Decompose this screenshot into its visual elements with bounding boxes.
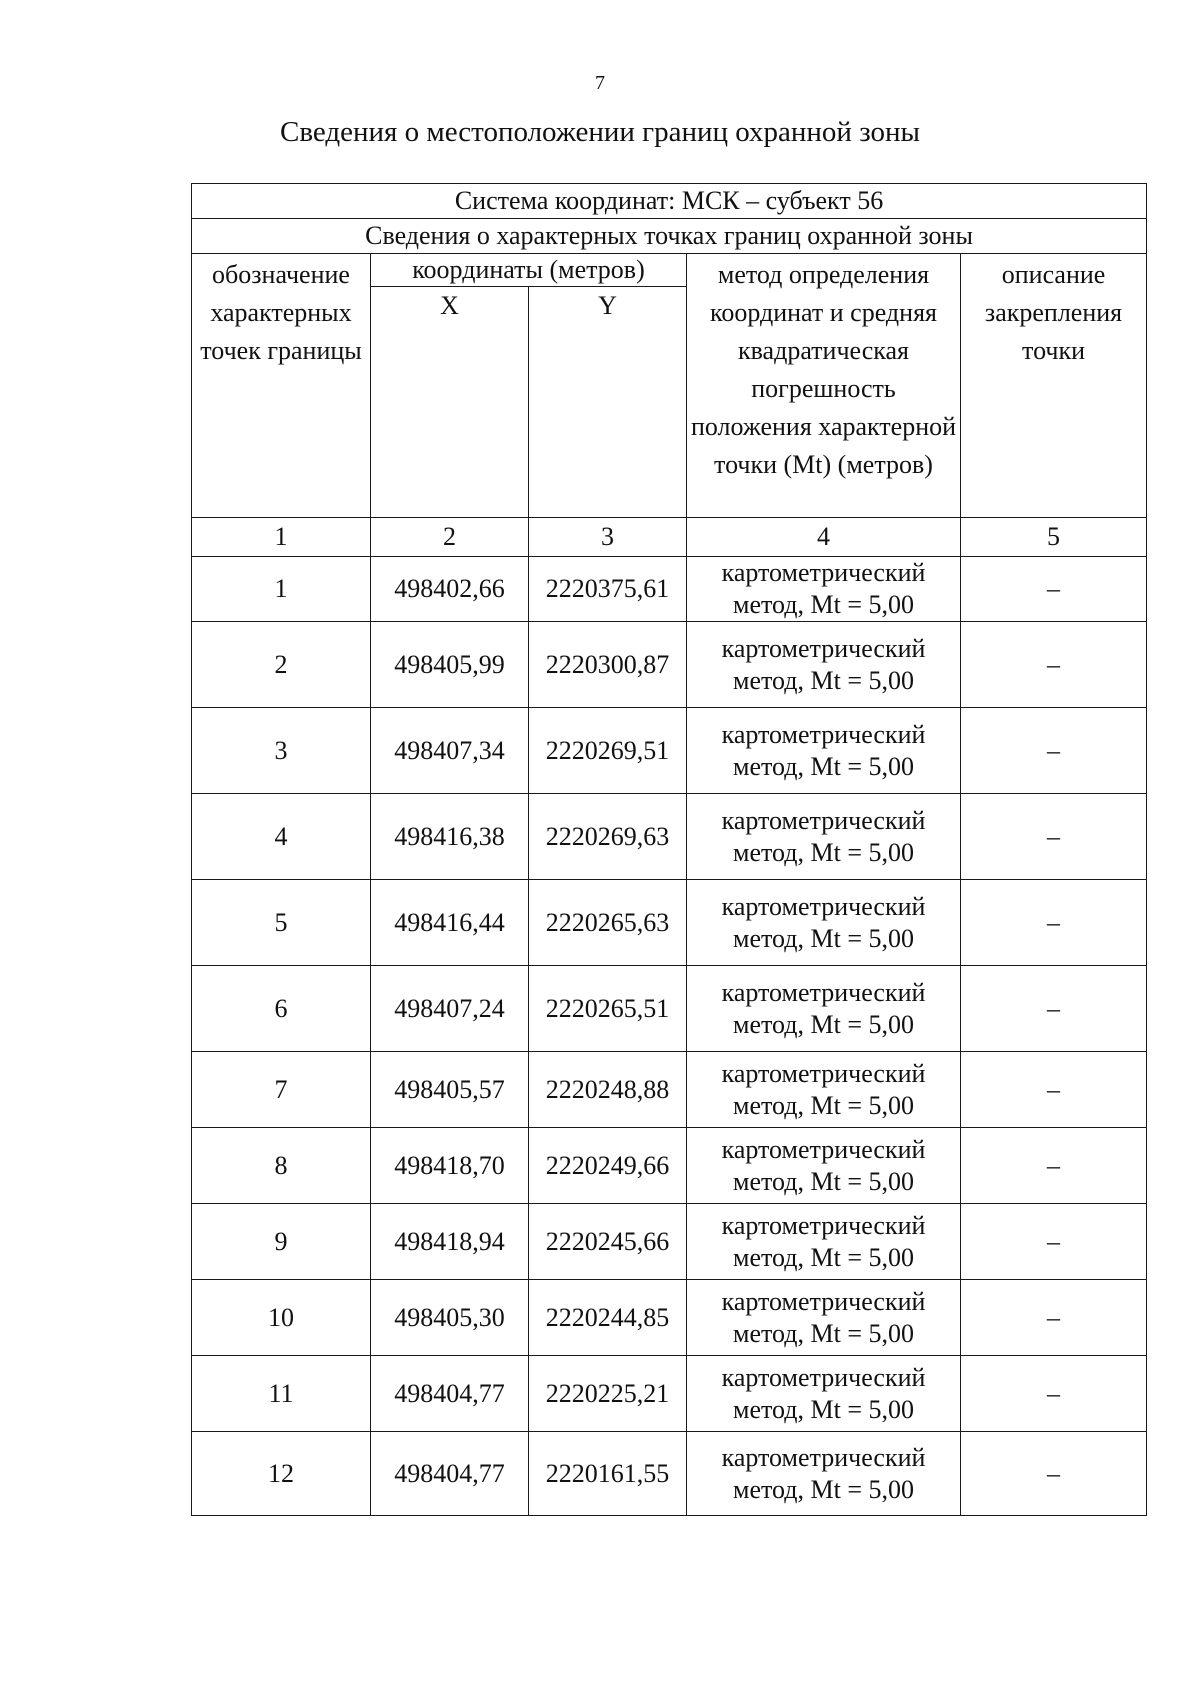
table-row xyxy=(192,1432,1147,1516)
header-x: X xyxy=(371,287,529,518)
description-cell: – xyxy=(961,1280,1147,1356)
document-title: Сведения о местоположении границ охранной зоны xyxy=(279,116,920,148)
coordinate-system-header: Система координат: МСК – субъект 56 xyxy=(192,184,1147,219)
description-cell: – xyxy=(961,708,1147,794)
y-coordinate-cell: 2220300,87 xyxy=(529,622,687,708)
method-line: метод, Mt = 5,00 xyxy=(733,1090,914,1120)
x-coordinate-cell: 498404,77 xyxy=(371,1432,529,1516)
description-cell: – xyxy=(961,1204,1147,1280)
method-cell xyxy=(687,1280,961,1356)
method-cell xyxy=(687,622,961,708)
y-coordinate-cell: 2220161,55 xyxy=(529,1432,687,1516)
header-y: Y xyxy=(529,287,687,518)
description-cell: – xyxy=(961,794,1147,880)
header-point-designation: обозначение характерных точек границы xyxy=(192,254,371,518)
method-cell xyxy=(687,1052,961,1128)
point-cell: 7 xyxy=(192,1052,371,1128)
method-cell xyxy=(687,557,961,622)
table-row xyxy=(192,1280,1147,1356)
table-row xyxy=(192,1052,1147,1128)
method-line: метод, Mt = 5,00 xyxy=(733,751,914,781)
y-coordinate-cell: 2220225,21 xyxy=(529,1356,687,1432)
method-line: картометрический xyxy=(721,977,926,1007)
method-line: картометрический xyxy=(721,558,926,587)
method-line: картометрический xyxy=(721,1286,926,1316)
method-line: метод, Mt = 5,00 xyxy=(733,1474,914,1504)
method-line: метод, Mt = 5,00 xyxy=(733,1166,914,1196)
x-coordinate-cell: 498405,99 xyxy=(371,622,529,708)
table-row xyxy=(192,622,1147,708)
column-number: 1 xyxy=(192,518,371,557)
method-line: картометрический xyxy=(721,1134,926,1164)
method-line: метод, Mt = 5,00 xyxy=(733,1242,914,1272)
y-coordinate-cell: 2220265,51 xyxy=(529,966,687,1052)
method-line: картометрический xyxy=(721,719,926,749)
x-coordinate-cell: 498407,34 xyxy=(371,708,529,794)
table-body xyxy=(192,557,1147,1516)
description-cell: – xyxy=(961,1128,1147,1204)
y-coordinate-cell: 2220245,66 xyxy=(529,1204,687,1280)
description-cell: – xyxy=(961,622,1147,708)
boundary-points-table xyxy=(191,183,1147,1516)
column-number-row xyxy=(192,518,1147,557)
x-coordinate-cell: 498407,24 xyxy=(371,966,529,1052)
method-line: картометрический xyxy=(721,891,926,921)
method-line: метод, Mt = 5,00 xyxy=(733,923,914,953)
method-line: метод, Mt = 5,00 xyxy=(733,665,914,695)
column-number: 5 xyxy=(961,518,1147,557)
method-line: картометрический xyxy=(721,1058,926,1088)
description-cell: – xyxy=(961,966,1147,1052)
method-cell xyxy=(687,1128,961,1204)
point-cell: 2 xyxy=(192,622,371,708)
description-cell: – xyxy=(961,880,1147,966)
point-cell: 1 xyxy=(192,557,371,622)
method-line: картометрический xyxy=(721,1362,926,1392)
method-cell xyxy=(687,880,961,966)
y-coordinate-cell: 2220265,63 xyxy=(529,880,687,966)
method-line: метод, Mt = 5,00 xyxy=(733,590,914,619)
method-line: картометрический xyxy=(721,805,926,835)
x-coordinate-cell: 498418,94 xyxy=(371,1204,529,1280)
method-line: метод, Mt = 5,00 xyxy=(733,1394,914,1424)
x-coordinate-cell: 498405,57 xyxy=(371,1052,529,1128)
description-cell: – xyxy=(961,1052,1147,1128)
table-row xyxy=(192,1356,1147,1432)
point-cell: 11 xyxy=(192,1356,371,1432)
x-coordinate-cell: 498416,38 xyxy=(371,794,529,880)
method-line: метод, Mt = 5,00 xyxy=(733,837,914,867)
method-cell xyxy=(687,1432,961,1516)
method-cell xyxy=(687,1356,961,1432)
column-number: 3 xyxy=(529,518,687,557)
header-method: метод определения координат и средняя квадратическая погрешность положения характерной точки (Mt) (метров) xyxy=(687,254,961,518)
description-cell: – xyxy=(961,1356,1147,1432)
point-cell: 6 xyxy=(192,966,371,1052)
method-cell xyxy=(687,966,961,1052)
table-row xyxy=(192,966,1147,1052)
x-coordinate-cell: 498402,66 xyxy=(371,557,529,622)
y-coordinate-cell: 2220249,66 xyxy=(529,1128,687,1204)
method-cell xyxy=(687,794,961,880)
point-cell: 4 xyxy=(192,794,371,880)
table-row xyxy=(192,708,1147,794)
header-description: описание закрепления точки xyxy=(961,254,1147,518)
method-line: картометрический xyxy=(721,633,926,663)
page-number: 7 xyxy=(595,72,605,94)
method-line: метод, Mt = 5,00 xyxy=(733,1318,914,1348)
point-cell: 3 xyxy=(192,708,371,794)
table-row xyxy=(192,880,1147,966)
table-row xyxy=(192,1204,1147,1280)
x-coordinate-cell: 498405,30 xyxy=(371,1280,529,1356)
y-coordinate-cell: 2220269,51 xyxy=(529,708,687,794)
point-cell: 5 xyxy=(192,880,371,966)
x-coordinate-cell: 498418,70 xyxy=(371,1128,529,1204)
x-coordinate-cell: 498404,77 xyxy=(371,1356,529,1432)
x-coordinate-cell: 498416,44 xyxy=(371,880,529,966)
table-row xyxy=(192,1128,1147,1204)
column-number: 2 xyxy=(371,518,529,557)
point-cell: 10 xyxy=(192,1280,371,1356)
method-line: метод, Mt = 5,00 xyxy=(733,1009,914,1039)
description-cell: – xyxy=(961,557,1147,622)
y-coordinate-cell: 2220375,61 xyxy=(529,557,687,622)
y-coordinate-cell: 2220248,88 xyxy=(529,1052,687,1128)
method-cell xyxy=(687,1204,961,1280)
method-cell xyxy=(687,708,961,794)
y-coordinate-cell: 2220269,63 xyxy=(529,794,687,880)
header-coordinates: координаты (метров) xyxy=(371,254,687,287)
y-coordinate-cell: 2220244,85 xyxy=(529,1280,687,1356)
column-number: 4 xyxy=(687,518,961,557)
method-line: картометрический xyxy=(721,1210,926,1240)
table-row xyxy=(192,794,1147,880)
point-cell: 12 xyxy=(192,1432,371,1516)
section-header: Сведения о характерных точках границ охранной зоны xyxy=(192,219,1147,254)
point-cell: 9 xyxy=(192,1204,371,1280)
description-cell: – xyxy=(961,1432,1147,1516)
table-row xyxy=(192,557,1147,622)
method-line: картометрический xyxy=(721,1442,926,1472)
point-cell: 8 xyxy=(192,1128,371,1204)
